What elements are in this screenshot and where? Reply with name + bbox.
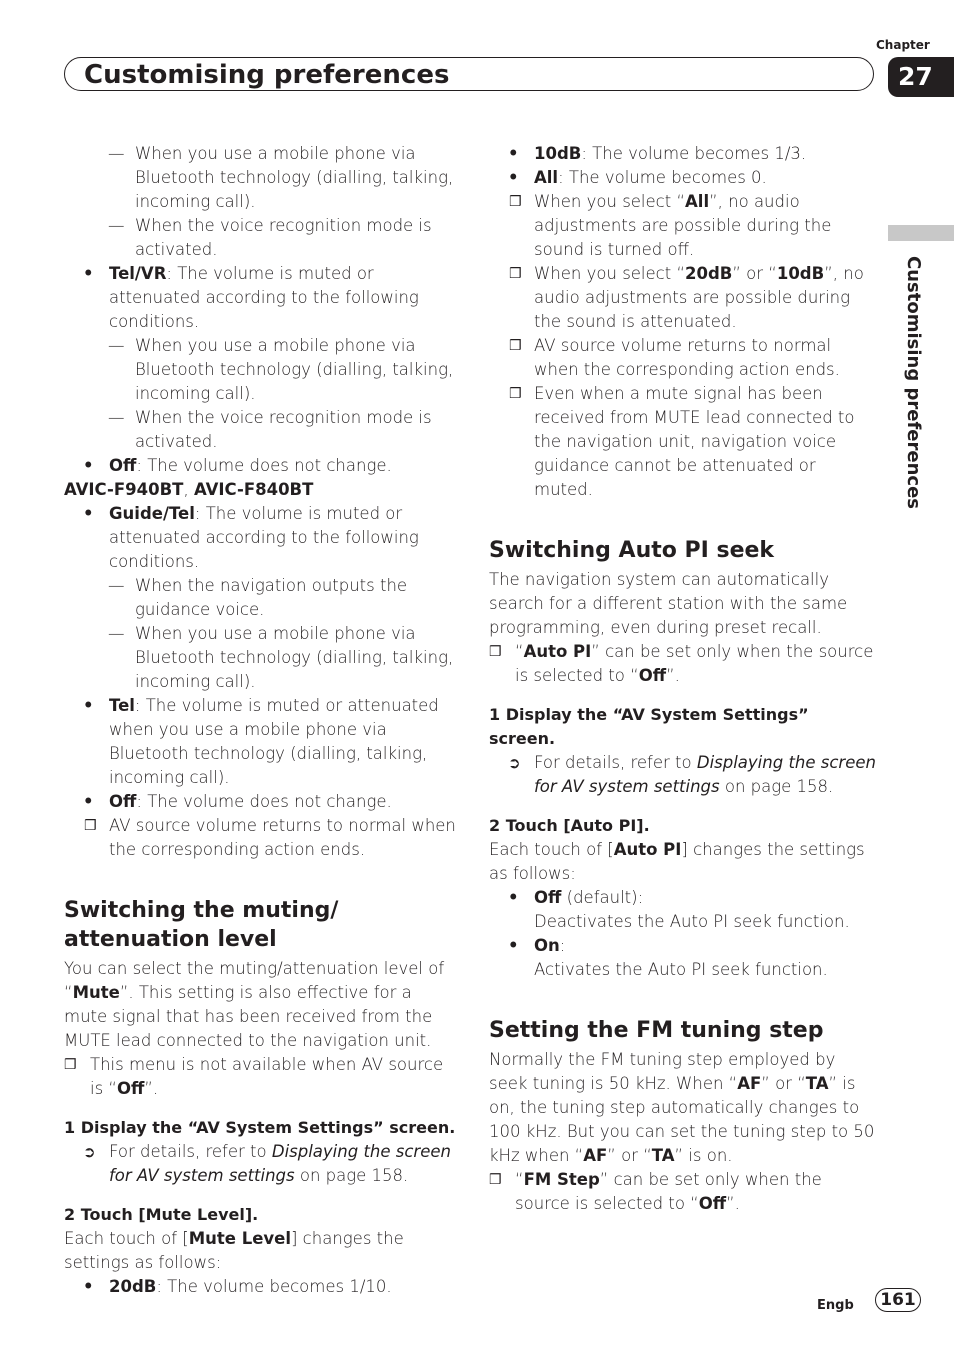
checkbox-icon: ❒ [84,818,97,834]
step-heading: 1 Display the “AV System Settings” screen. [64,1118,456,1137]
bullet-icon: • [83,1277,94,1296]
checkbox-icon: ❒ [489,644,502,660]
note-item: ❒ Even when a mute signal has been received from MUTE lead connected to the navigation unit, navigation voice guidance cannot be attenuated or muted. [509,384,855,499]
list-item: — When the voice recognition mode is activated. [108,408,432,451]
list-item: — When you use a mobile phone via Bluetooth technology (dialling, talking, incoming call). [108,624,454,691]
list-item: • Tel: The volume is muted or attenuated when you use a mobile phone via Bluetooth technology (dialling, talking, incoming call). [83,696,439,787]
list-item: • Tel/VR: The volume is muted or attenuated according to the following conditions. [83,264,419,331]
list-item: • Off: The volume does not change. [64,454,459,478]
side-label [902,256,924,531]
detail-item: ➲ For details, refer to Displaying the screen for AV system settings on page 158. [508,753,876,796]
dash-icon: — [108,144,125,163]
step-heading: 2 Touch [Auto PI]. [489,816,650,835]
side-label-text: Customising preferences [903,256,924,509]
list-item: • On: [489,934,879,958]
list-item: — When the navigation outputs the guidance voice. [108,576,408,619]
bullet-icon: • [83,504,94,523]
note-item: ❒ “FM Step” can be set only when the source is selected to “Off”. [489,1170,822,1213]
list-item: • Off: The volume does not change. [64,790,459,814]
list-item: • Guide/Tel: The volume is muted or attenuated according to the following conditions. [83,504,419,571]
step-heading: 1 Display the “AV System Settings” screen. [489,705,809,748]
page-title: Customising preferences [84,60,450,90]
side-tab [888,225,954,241]
list-item: • All: The volume becomes 0. [489,166,879,190]
checkbox-icon: ❒ [509,194,522,210]
paragraph: Each touch of [Auto PI] changes the settings as follows: [489,840,865,883]
dash-icon: — [108,216,125,235]
checkbox-icon: ❒ [509,386,522,402]
list-item: — When you use a mobile phone via Bluetooth technology (dialling, talking, incoming call). [108,144,454,211]
checkbox-icon: ❒ [489,1172,502,1188]
paragraph: Each touch of [Mute Level] changes the settings as follows: [64,1229,404,1272]
step-heading: 2 Touch [Mute Level]. [64,1205,259,1224]
bullet-icon: • [508,168,519,187]
dash-icon: — [108,408,125,427]
dash-icon: — [108,336,125,355]
chapter-number: 27 [888,57,954,97]
left-column [64,142,459,1299]
list-item: — When you use a mobile phone via Bluetooth technology (dialling, talking, incoming call). [108,336,454,403]
list-item: • Off (default): [489,886,879,910]
bullet-icon: • [508,936,519,955]
checkbox-icon: ❒ [509,338,522,354]
paragraph: The navigation system can automatically search for a different station with the same programming, even during preset recall. [489,570,848,637]
chapter-label: Chapter [876,38,930,52]
detail-item: ➲ For details, refer to Displaying the screen for AV system settings on page 158. [83,1142,451,1185]
bullet-icon: • [83,792,94,811]
bullet-icon: • [508,144,519,163]
bullet-icon: • [83,264,94,283]
checkbox-icon: ❒ [64,1057,77,1073]
page-number: 161 [875,1288,921,1312]
arrow-icon: ➲ [508,754,521,772]
arrow-icon: ➲ [83,1143,96,1161]
model-heading: AVIC-F940BT, AVIC-F840BT [64,480,314,499]
paragraph: You can select the muting/attenuation level of “Mute”. This setting is also effective for a mute signal that has been received from the MUTE lead connected to the navigation unit. [64,959,445,1050]
right-column [489,142,879,1216]
list-item: • 10dB: The volume becomes 1/3. [489,142,879,166]
section-heading: Switching Auto PI seek [489,538,775,563]
note-item: ❒ This menu is not available when AV source is “Off”. [64,1055,444,1098]
dash-icon: — [108,624,125,643]
list-item: — When the voice recognition mode is activated. [108,216,432,259]
language-code: Engb [817,1298,854,1313]
checkbox-icon: ❒ [509,266,522,282]
list-item: • 20dB: The volume becomes 1/10. [64,1275,459,1299]
note-item: ❒ “Auto PI” can be set only when the source is selected to “Off”. [489,642,874,685]
note-item: ❒ AV source volume returns to normal when the corresponding action ends. [509,336,840,379]
list-item-desc: Activates the Auto PI seek function. [534,960,828,979]
section-heading: Setting the FM tuning step [489,1018,824,1043]
note-item: ❒ When you select “All”, no audio adjustments are possible during the sound is turned off. [509,192,832,259]
bullet-icon: • [83,456,94,475]
section-heading: Switching the muting/ attenuation level [64,898,339,952]
note-item: ❒ AV source volume returns to normal when the corresponding action ends. [84,816,456,859]
note-item: ❒ When you select “20dB” or “10dB”, no audio adjustments are possible during the sound is attenuated. [509,264,864,331]
paragraph: Normally the FM tuning step employed by seek tuning is 50 kHz. When “AF” or “TA” is on, the tuning step automatically changes to 100 kHz. But you can set the tuning step to 50 kHz when “AF” or “TA” is on. [489,1050,875,1165]
bullet-icon: • [83,696,94,715]
dash-icon: — [108,576,125,595]
list-item-desc: Deactivates the Auto PI seek function. [534,912,850,931]
bullet-icon: • [508,888,519,907]
